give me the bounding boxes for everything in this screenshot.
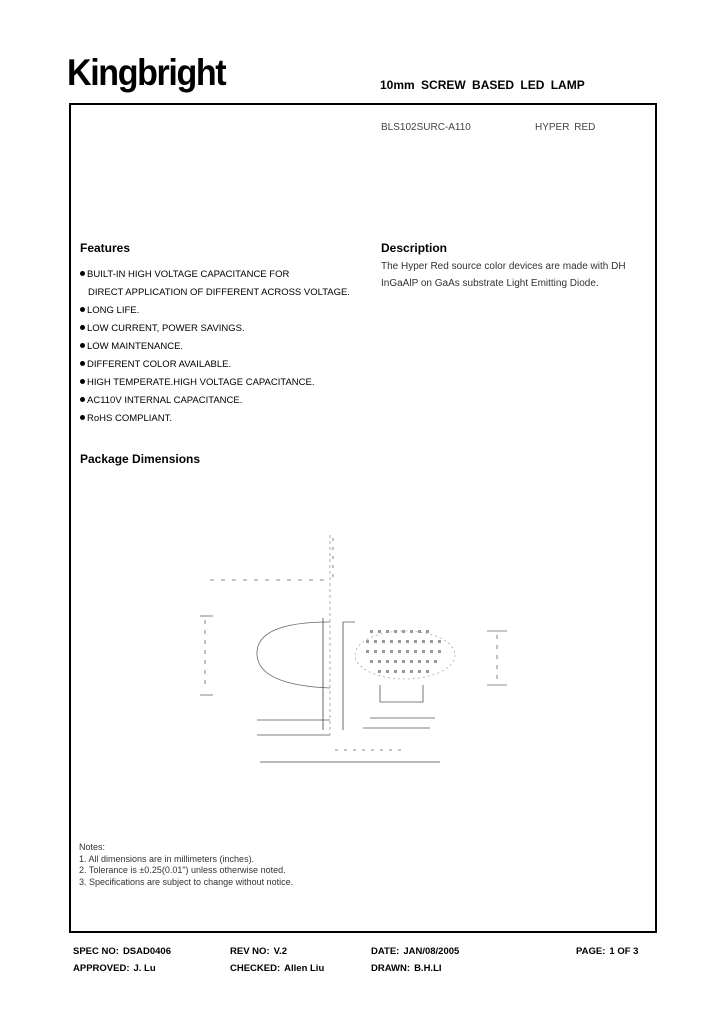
feature-item: RoHS COMPLIANT. [80, 410, 350, 428]
lens-grid [366, 630, 441, 673]
feature-item: DIFFERENT COLOR AVAILABLE. [80, 356, 350, 374]
note-item: 2. Tolerance is ±0.25(0.01") unless otherwise noted. [79, 865, 286, 875]
feature-item: HIGH TEMPERATE.HIGH VOLTAGE CAPACITANCE. [80, 374, 350, 392]
bullet-icon [80, 343, 85, 348]
bullet-icon [80, 307, 85, 312]
footer-date: DATE: JAN/08/2005 [371, 946, 460, 957]
features-list [80, 266, 350, 428]
feature-item: BUILT-IN HIGH VOLTAGE CAPACITANCE FOR [80, 266, 350, 284]
footer-drawn: DRAWN: B.H.LI [371, 963, 442, 974]
bullet-icon [80, 325, 85, 330]
screw-base [380, 685, 423, 702]
note-item: 3. Specifications are subject to change without notice. [79, 876, 294, 887]
notes-block [79, 842, 293, 888]
footer-spec-no: SPEC NO: DSAD0406 [73, 946, 171, 957]
document-title: 10mm SCREW BASED LED LAMP [380, 78, 585, 92]
bullet-icon [80, 397, 85, 402]
features-heading: Features [80, 241, 131, 255]
part-color: HYPER RED [535, 122, 596, 133]
bullet-icon [80, 379, 85, 384]
footer-checked: CHECKED: Allen Liu [230, 963, 325, 974]
content-frame [69, 103, 657, 933]
package-heading: Package Dimensions [80, 452, 201, 466]
footer-rev-no: REV NO: V.2 [230, 946, 287, 957]
footer-approved: APPROVED: J. Lu [73, 963, 156, 974]
feature-item: LOW CURRENT, POWER SAVINGS. [80, 320, 350, 338]
feature-item: DIRECT APPLICATION OF DIFFERENT ACROSS VOLTAGE. [88, 287, 351, 298]
note-item: 1. All dimensions are in millimeters (inches). [79, 853, 255, 864]
bulb-outline [257, 622, 330, 688]
brand-logo: Kingbright [67, 52, 226, 93]
feature-item: LOW MAINTENANCE. [80, 338, 350, 356]
bullet-icon [80, 415, 85, 420]
feature-item: AC110V INTERNAL CAPACITANCE. [80, 392, 350, 410]
notes-title: Notes: [79, 842, 106, 852]
part-number: BLS102SURC-A110 [381, 122, 471, 133]
bullet-icon [80, 361, 85, 366]
package-drawing [195, 530, 525, 770]
bullet-icon [80, 271, 85, 276]
description-text: The Hyper Red source color devices are made with DH InGaAlP on GaAs substrate Light Emitting Diode. [381, 261, 626, 289]
feature-item: LONG LIFE. [80, 302, 350, 320]
description-heading: Description [381, 241, 448, 255]
footer-page: PAGE: 1 OF 3 [576, 946, 639, 957]
